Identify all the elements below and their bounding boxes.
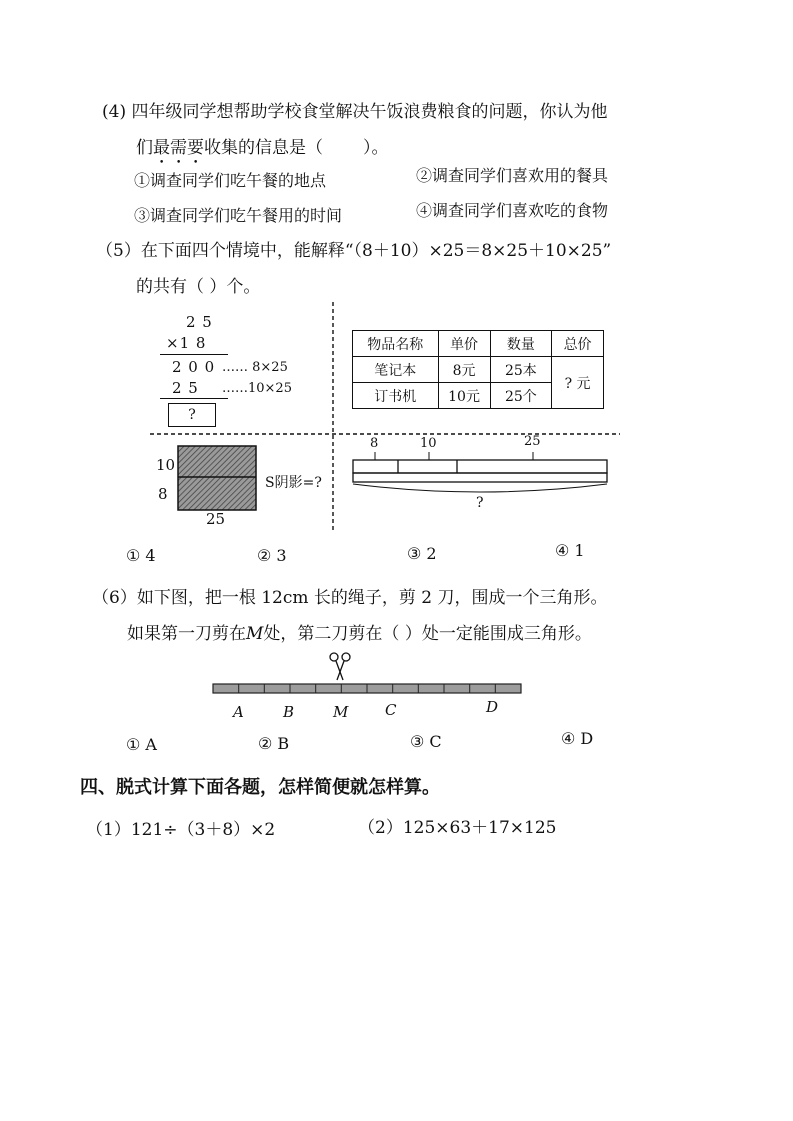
section4-problem-2: （2）125×63＋17×125: [358, 818, 557, 838]
price-header-cell: 物品名称: [353, 331, 439, 357]
price-header-cell: 数量: [490, 331, 552, 357]
section4-problem-1: （1）121÷（3＋8）×2: [86, 820, 276, 840]
rope-label-a: A: [233, 703, 244, 721]
price-table-header: [353, 331, 604, 357]
table-cell: 25本: [490, 357, 552, 383]
calc-row-1: 2 5: [186, 313, 213, 331]
q5-option-3: ③ 2: [407, 544, 437, 563]
q6-option-1: ① A: [126, 735, 157, 754]
shaded-area-label: S阴影=?: [265, 475, 322, 491]
rope-label-m: M: [333, 703, 349, 721]
rect-label-8: 8: [158, 485, 168, 503]
q6-line2-b: 处，第二刀剪在（ ）处一定能围成三角形。: [263, 624, 592, 644]
section4-heading: 四、脱式计算下面各题，怎样简便就怎样算。: [80, 777, 440, 798]
bar-label-8: 8: [370, 436, 379, 451]
rope-label-b: B: [283, 703, 295, 721]
calc-row-3: 2 0 0: [172, 358, 216, 376]
q4-option-2: ②调查同学们喜欢用的餐具: [416, 166, 609, 185]
calc-line-2: [160, 398, 228, 399]
q6-point-m: M: [246, 624, 264, 644]
q5-line1: （5）在下面四个情境中，能解释“（8＋10）×25＝8×25＋10×25”: [96, 241, 612, 261]
q6-option-4: ④ D: [561, 729, 594, 748]
price-header-cell: 单价: [438, 331, 490, 357]
calc-result-box: ?: [168, 403, 216, 427]
table-cell: 订书机: [353, 383, 439, 409]
q6-option-3: ③ C: [410, 732, 442, 751]
rect-label-25: 25: [206, 510, 226, 528]
q4-line2-a: 们: [136, 138, 153, 158]
price-header-cell: 总价: [552, 331, 604, 357]
bar-top: [353, 460, 607, 473]
table-row: [353, 357, 604, 383]
scissors-icon: [330, 653, 350, 680]
price-table: [352, 330, 604, 409]
bar-question: ?: [476, 495, 484, 511]
q6-line1: （6）如下图，把一根 12cm 长的绳子，剪 2 刀，围成一个三角形。: [92, 588, 608, 608]
q6-line2-a: 如果第一刀剪在: [127, 624, 246, 644]
q4-option-3: ③调查同学们吃午餐用的时间: [134, 206, 343, 225]
q4-option-1: ①调查同学们吃午餐的地点: [134, 171, 327, 190]
calc-row-2: ×1 8: [166, 334, 207, 352]
q4-line2-c: 收集的信息是（: [204, 138, 323, 158]
q4-line2-d: ）。: [363, 138, 389, 158]
rope-figure: [205, 650, 530, 700]
q6-option-2: ② B: [258, 734, 290, 753]
calc-line-1: [160, 354, 228, 355]
table-cell: 8元: [438, 357, 490, 383]
shaded-rect: [178, 446, 256, 510]
calc-note-1: …… 8×25: [222, 360, 288, 375]
bar-label-10: 10: [420, 436, 437, 451]
q5-option-4: ④ 1: [555, 541, 585, 560]
table-cell: 笔记本: [353, 357, 439, 383]
calc-row-4: 2 5: [172, 379, 199, 397]
q4-option-4: ④调查同学们喜欢吃的食物: [416, 201, 609, 220]
q4-line1: (4) 四年级同学想帮助学校食堂解决午饭浪费粮食的问题，你认为他: [102, 102, 608, 122]
q5-line2: 的共有（ ）个。: [136, 277, 261, 297]
q6-line2: [127, 619, 592, 644]
bar-brace: [353, 484, 607, 492]
table-cell: 25个: [490, 383, 552, 409]
q5-option-1: ① 4: [126, 546, 156, 565]
calc-note-2: ……10×25: [222, 381, 292, 396]
bar-label-25: 25: [524, 434, 541, 449]
table-cell: 10元: [438, 383, 490, 409]
rect-label-10: 10: [156, 456, 176, 474]
table-total-cell: ? 元: [552, 357, 604, 409]
rope-label-c: C: [385, 701, 397, 719]
q4-emphasis: 最需要: [153, 138, 204, 158]
q5-option-2: ② 3: [257, 546, 287, 565]
rope-label-d: D: [486, 698, 499, 716]
bar-bottom: [353, 473, 607, 482]
